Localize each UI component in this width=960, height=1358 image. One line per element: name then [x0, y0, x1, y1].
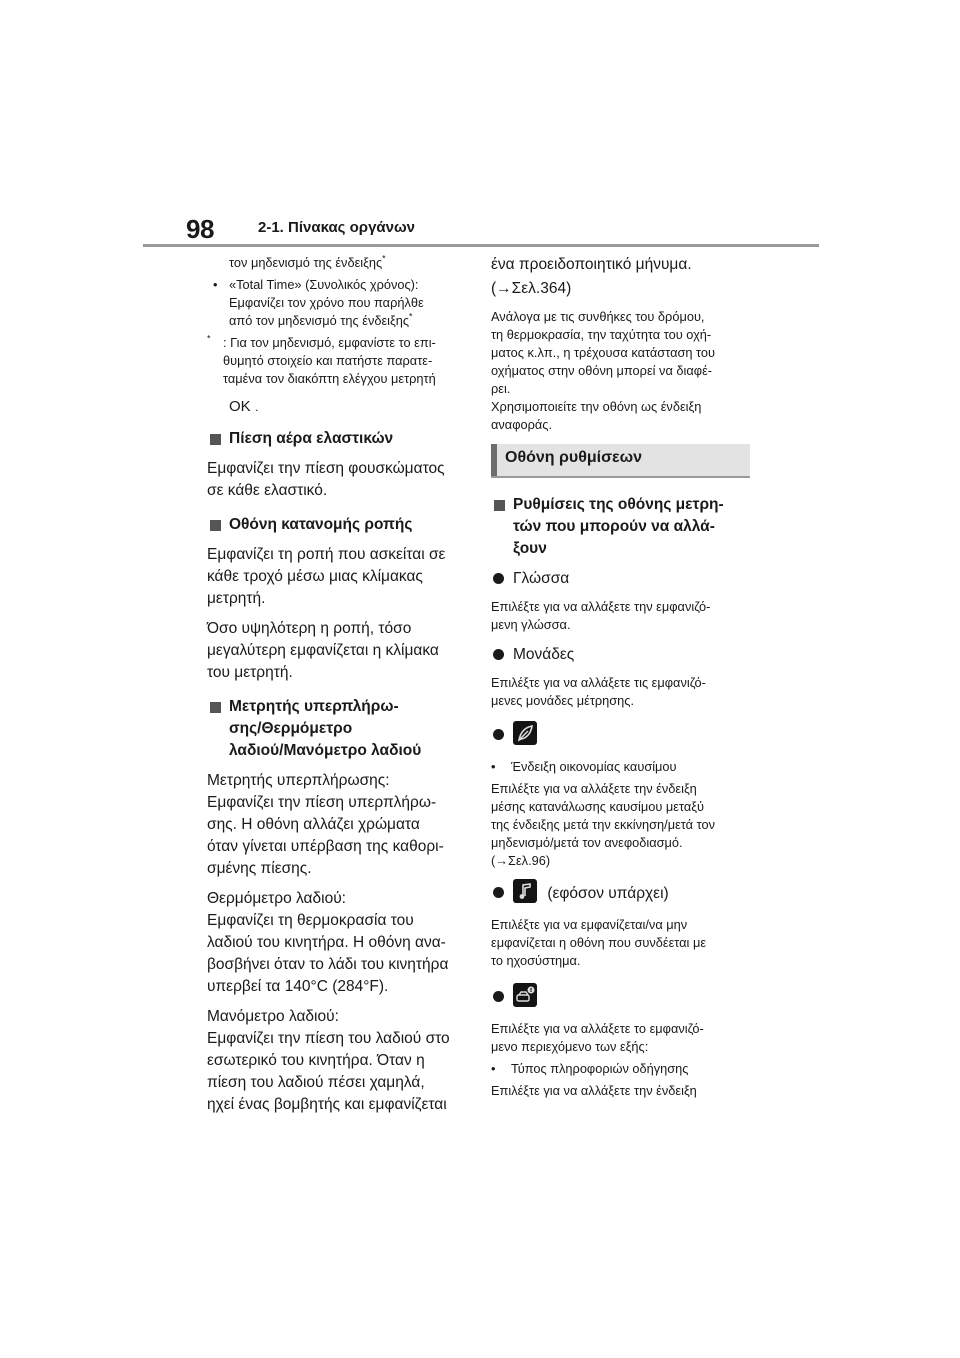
- torque-text: Εμφανίζει τη ροπή που ασκείται σε κάθε τροχό μέσω μιας κλίμακας μετρητή.: [207, 546, 446, 607]
- page-number: 98: [186, 214, 214, 244]
- header-rule: [143, 244, 819, 247]
- torque-heading: Οθόνη κατανομής ροπής: [207, 514, 472, 536]
- bullet-dot-icon: [493, 887, 504, 898]
- bullet-dot-icon: [493, 649, 504, 660]
- drive-text-2: Επιλέξτε για να αλλάξετε την ένδειξη: [491, 1083, 697, 1098]
- eco-text: Επιλέξτε για να αλλάξετε την ένδειξη μέσης κατανάλωσης καυσίμου μεταξύ της ένδειξης μετά την εκκίνηση/μετά τον μηδενισμό/μετά τον ανεφοδιασμό. (→Σελ.96): [491, 781, 715, 868]
- road-note: Ανάλογα με τις συνθήκες του δρόμου, τη θερμοκρασία, την ταχύτητα του οχή- ματος κ.λπ., η τρέχουσα κατάσταση του οχήματος στην οθόνη μπορεί να διαφέ- ρει. Χρησιμοποιείτε την οθόνη ως ένδειξη αναφοράς.: [491, 309, 716, 432]
- bullet-dot-icon: [493, 729, 504, 740]
- tire-heading: Πίεση αέρα ελαστικών: [207, 428, 472, 450]
- ok-label: OK: [229, 398, 251, 415]
- audio-item: (εφόσον υπάρχει): [491, 882, 759, 906]
- language-text: Επιλέξτε για να αλλάξετε την εμφανιζό- μενη γλώσσα.: [491, 599, 711, 632]
- eco-leaf-icon: [513, 721, 537, 745]
- drive-sub-item: • Τύπος πληροφοριών οδήγησης: [491, 1061, 689, 1076]
- vehicle-info-icon: [513, 983, 537, 1007]
- drive-info-item: [491, 986, 759, 1010]
- settings-heading: Ρυθμίσεις της οθόνης μετρη- τών που μπορούν να αλλά- ξουν: [491, 494, 759, 560]
- bullet-dot-icon: [493, 573, 504, 584]
- square-bullet-icon: [210, 520, 221, 531]
- audio-text: Επιλέξτε για να εμφανίζεται/να μην εμφανίζεται η οθόνη που συνδέεται με το ηχοσύστημα.: [491, 917, 707, 968]
- music-note-icon: [513, 879, 537, 903]
- ok-reference: OK .: [229, 398, 259, 415]
- boost-text: Μετρητής υπερπλήρωσης: Εμφανίζει την πίεση υπερπλήρω- σης. Η οθόνη αλλάζει χρώματα όταν γίνεται υπέρβαση της καθορι- σμένης πίεσης.: [207, 772, 444, 877]
- bullet-dot-icon: [493, 991, 504, 1002]
- bullet-dot: •: [213, 277, 218, 292]
- footnote: * : Για τον μηδενισμό, εμφανίστε το επι- θυμητό στοιχείο και πατήστε παρατε- ταμένα τον διακόπτη ελέγχου μετρητή: [207, 333, 436, 386]
- total-time-item: • «Total Time» (Συνολικός χρόνος): Εμφανίζει τον χρόνο που παρήλθε από τον μηδενισμό της ένδειξης*: [213, 277, 424, 328]
- oil-temp-text: Θερμόμετρο λαδιού: Εμφανίζει τη θερμοκρασία του λαδιού του κινητήρα. Η οθόνη ανα- βοσβήνει όταν το λάδι του κινητήρα υπερβεί τα 140°C (284°F).: [207, 890, 449, 995]
- eco-item: [491, 724, 759, 748]
- drive-text: Επιλέξτε για να αλλάξετε το εμφανιζό- μενο περιεχόμενο των εξής:: [491, 1021, 704, 1054]
- eco-sub-item: • Ένδειξη οικονομίας καυσίμου: [491, 759, 677, 774]
- tire-text: Εμφανίζει την πίεση φουσκώματος σε κάθε ελαστικό.: [207, 460, 445, 499]
- units-item: Μονάδες: [491, 644, 759, 666]
- language-item: Γλώσσα: [491, 568, 759, 590]
- right-column: [491, 254, 759, 1100]
- left-column: [207, 254, 472, 1116]
- section-title: 2-1. Πίνακας οργάνων: [258, 219, 415, 236]
- intro-cont: τον μηδενισμό της ένδειξης*: [229, 253, 386, 270]
- banner-title: Οθόνη ρυθμίσεων: [505, 449, 643, 466]
- torque-text-2: Όσο υψηλότερη η ροπή, τόσο μεγαλύτερη εμφανίζεται η κλίμακα του μετρητή.: [207, 620, 439, 681]
- warning-cont: ένα προειδοποιητικό μήνυμα. (→Σελ.364): [491, 256, 692, 297]
- square-bullet-icon: [494, 500, 505, 511]
- square-bullet-icon: [210, 702, 221, 713]
- settings-banner: [491, 444, 750, 478]
- meters-heading: Μετρητής υπερπλήρω- σης/Θερμόμετρο λαδιού/Μανόμετρο λαδιού: [207, 696, 472, 762]
- square-bullet-icon: [210, 434, 221, 445]
- units-text: Επιλέξτε για να αλλάξετε τις εμφανιζό- μενες μονάδες μέτρησης.: [491, 675, 706, 708]
- oil-pressure-text: Μανόμετρο λαδιού: Εμφανίζει την πίεση του λαδιού στο εσωτερικό του κινητήρα. Όταν η πίεση του λαδιού πέσει χαμηλά, ηχεί ένας βομβητής και εμφανίζεται: [207, 1008, 450, 1113]
